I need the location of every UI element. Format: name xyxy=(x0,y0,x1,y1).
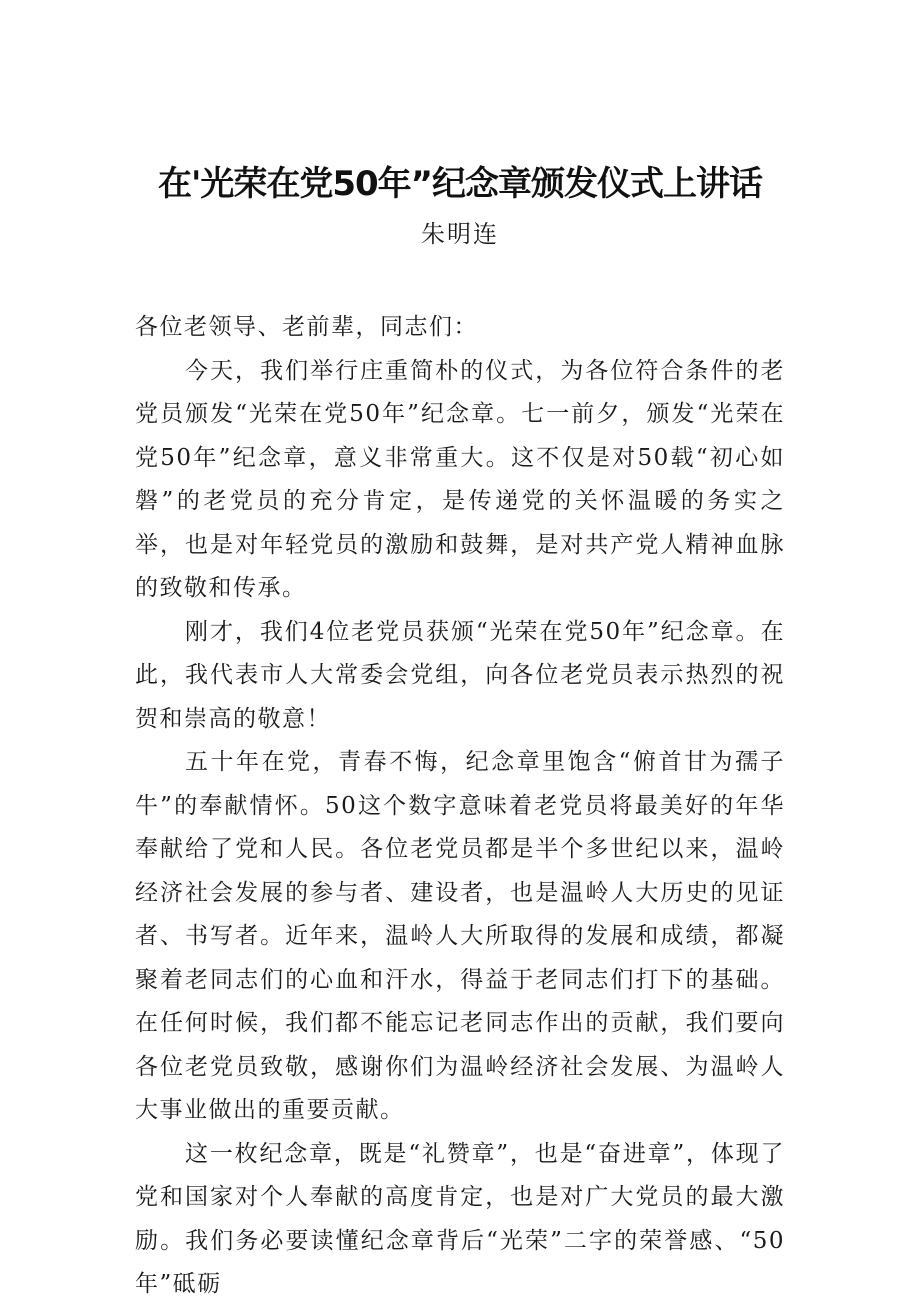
page-title: 在'光荣在党50年”纪念章颁发仪式上讲话 xyxy=(157,164,763,204)
paragraph-4: 这一枚纪念章，既是“礼赞章”，也是“奋进章”，体现了党和国家对个人奉献的高度肯定，也是对广大党员的最大激励。我们务必要读懂纪念章背后“光荣”二字的荣誉感、“50年”砥砺 xyxy=(135,1140,785,1297)
paragraph-2: 刚才，我们4位老党员获颁“光荣在党50年”纪念章。在此，我代表市人大常委会党组，向各位老党员表示热烈的祝贺和崇高的敬意！ xyxy=(135,618,785,732)
paragraph-3: 五十年在党，青春不悔，纪念章里饱含“俯首甘为孺子牛”的奉献情怀。50这个数字意味着老党员将最美好的年华奉献给了党和人民。各位老党员都是半个多世纪以来，温岭经济社会发展的参与者、建设者，也是温岭人大历史的见证者、书写者。近年来，温岭人大所取得的发展和成绩，都凝聚着老同志们的心血和汗水，得益于老同志们打下的基础。在任何时候，我们都不能忘记老同志作出的贡献，我们要向各位老党员致敬，感谢你们为温岭经济社会发展、为温岭人大事业做出的重要贡献。 xyxy=(135,749,785,1123)
author-name: 朱明连 xyxy=(421,220,499,248)
salutation: 各位老领导、老前辈，同志们： xyxy=(135,314,478,340)
speech-body xyxy=(135,306,785,1307)
paragraph-1: 今天，我们举行庄重简朴的仪式，为各位符合条件的老党员颁发“光荣在党50年”纪念章。七一前夕，颁发“光荣在党50年”纪念章，意义非常重大。这不仅是对50载“初心如磐”的老党员的充分肯定，是传递党的关怀温暖的务实之举，也是对年轻党员的激励和鼓舞，是对共产党人精神血脉的致敬和传承。 xyxy=(135,357,785,601)
